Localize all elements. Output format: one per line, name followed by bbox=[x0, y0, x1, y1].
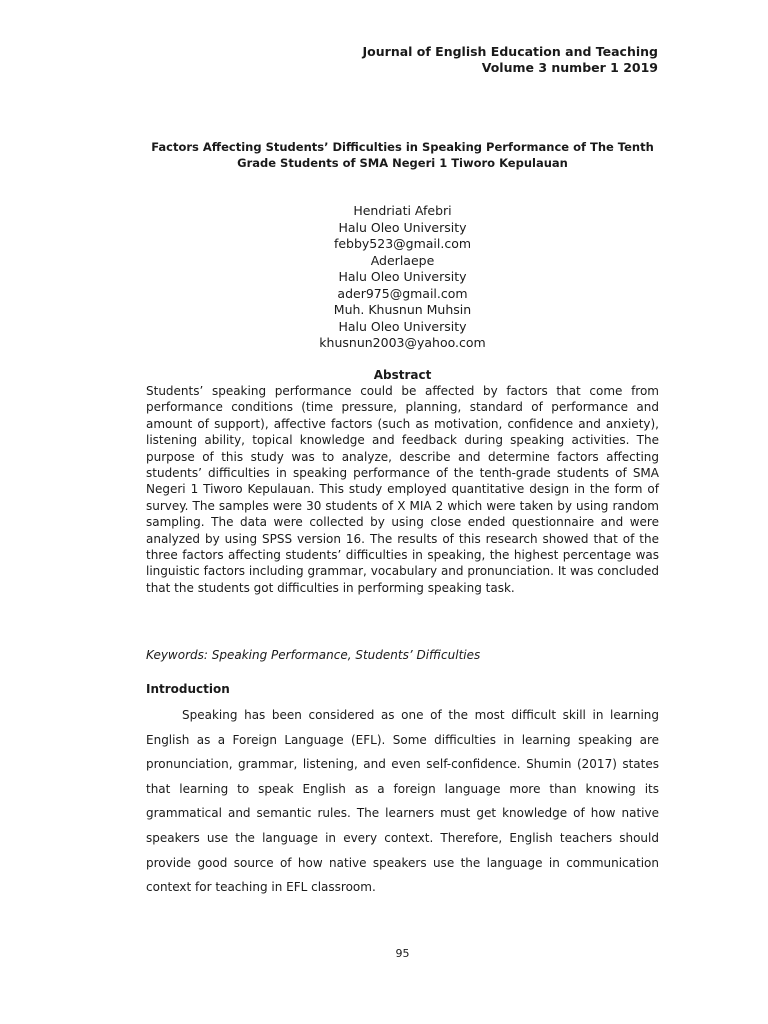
author-affiliation: Halu Oleo University bbox=[338, 219, 467, 235]
journal-volume: Volume 3 number 1 2019 bbox=[481, 60, 658, 75]
introduction-heading: Introduction bbox=[146, 682, 230, 696]
author-block bbox=[230, 203, 575, 352]
keywords: Keywords: Speaking Performance, Students’ Difficulties bbox=[146, 648, 481, 662]
author-affiliation: Halu Oleo University bbox=[338, 318, 467, 334]
author-email: febby523@gmail.com bbox=[333, 236, 472, 251]
author-name: Hendriati Afebri bbox=[353, 203, 452, 218]
author-email: khusnun2003@yahoo.com bbox=[319, 335, 486, 350]
abstract-heading: Abstract bbox=[373, 368, 432, 382]
author-name: Aderlaepe bbox=[370, 252, 435, 268]
author-name: Muh. Khusnun Muhsin bbox=[333, 302, 472, 317]
journal-name: Journal of English Education and Teaching bbox=[362, 44, 658, 59]
paper-title: Factors Affecting Students’ Difficulties in Speaking Performance of The Tenth Grade Students of SMA Negeri 1 Tiworo Kepulauan bbox=[151, 140, 654, 170]
page-number: 95 bbox=[395, 947, 410, 960]
author-email: ader975@gmail.com bbox=[337, 285, 468, 301]
journal-header bbox=[363, 44, 658, 76]
introduction-paragraph: Speaking has been considered as one of the most difficult skill in learning English as a Foreign Language (EFL). Some difficulties in learning speaking are pronunciation, grammar, listening, and even self-confidence. Shumin (2017) states that learning to speak English as a foreign language more than knowing its grammatical and semantic rules. The learners must get knowledge of how native speakers use the language in every context. Therefore, English teachers should provide good source of how native speakers use the language in communication context for teaching in EFL classroom. bbox=[146, 708, 659, 895]
author-affiliation: Halu Oleo University bbox=[338, 269, 467, 284]
abstract-text: Students’ speaking performance could be affected by factors that come from performance conditions (time pressure, planning, standard of performance and amount of support), affective factors (such as motivation, confidence and anxiety), listening ability, topical knowledge and feedback during speaking activities. The purpose of this study was to analyze, describe and determine factors affecting students’ difficulties in speaking performance of the tenth-grade students of SMA Negeri 1 Tiworo Kepulauan. This study employed quantitative design in the form of survey. The samples were 30 students of X MIA 2 which were taken by using random sampling. The data were collected by using close ended questionnaire and were analyzed by using SPSS version 16. The results of this research showed that of the three factors affecting students’ difficulties in speaking, the highest percentage was linguistic factors including grammar, vocabulary and pronunciation. It was concluded that the students got difficulties in performing speaking task. bbox=[146, 384, 659, 595]
